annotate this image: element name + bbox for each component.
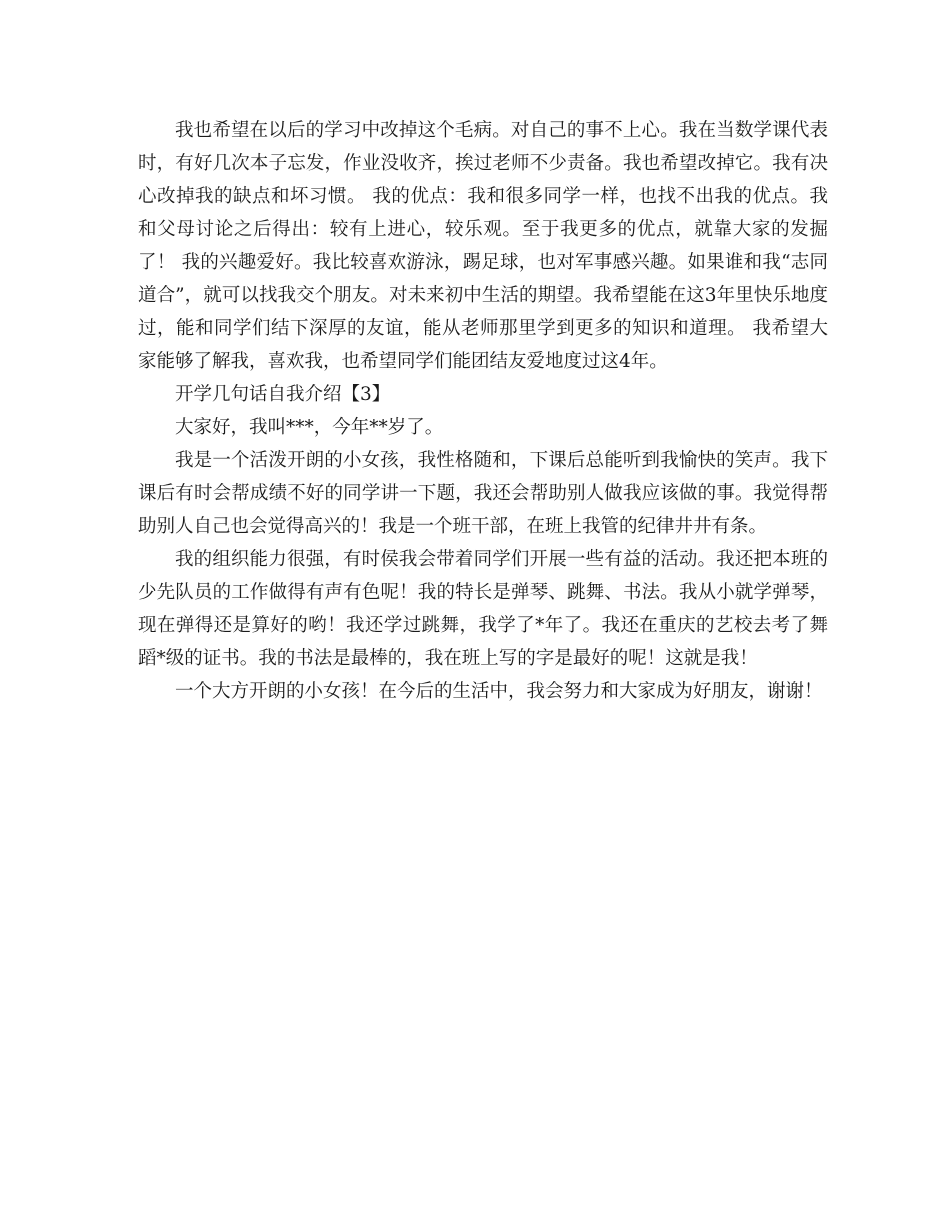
document-body [138, 114, 828, 708]
paragraph-self-improvement: 我也希望在以后的学习中改掉这个毛病。对自己的事不上心。我在当数学课代表时，有好几次本子忘发，作业没收齐，挨过老师不少责备。我也希望改掉它。我有决心改掉我的缺点和坏习惯。 我的优点：我和很多同学一样，也找不出我的优点。我和父母讨论之后得出：较有上进心，较乐观。至于我更多的优点，就靠大家的发掘了！ 我的兴趣爱好。我比较喜欢游泳，踢足球，也对军事感兴趣。如果谁和我“志同道合”，就可以找我交个朋友。对未来初中生活的期望。我希望能在这3年里快乐地度过，能和同学们结下深厚的友谊，能从老师那里学到更多的知识和道理。 我希望大家能够了解我，喜欢我，也希望同学们能团结友爱地度过这4年。 [138, 120, 828, 372]
paragraph-skills: 我的组织能力很强，有时侯我会带着同学们开展一些有益的活动。我还把本班的少先队员的工作做得有声有色呢！我的特长是弹琴、跳舞、书法。我从小就学弹琴，现在弹得还是算好的哟！我还学过跳舞，我学了*年了。我还在重庆的艺校去考了舞蹈*级的证书。我的书法是最棒的，我在班上写的字是最好的呢！这就是我！ [138, 549, 828, 669]
paragraph-greeting: 大家好，我叫***，今年**岁了。 [175, 417, 444, 438]
paragraph-personality: 我是一个活泼开朗的小女孩，我性格随和，下课后总能听到我愉快的笑声。我下课后有时会帮成绩不好的同学讲一下题，我还会帮助别人做我应该做的事。我觉得帮助别人自己也会觉得高兴的！我是一个班干部，在班上我管的纪律井井有条。 [138, 450, 828, 537]
section-heading: 开学几句话自我介绍【3】 [175, 384, 391, 405]
paragraph-closing: 一个大方开朗的小女孩！在今后的生活中，我会努力和大家成为好朋友，谢谢！ [175, 681, 823, 702]
